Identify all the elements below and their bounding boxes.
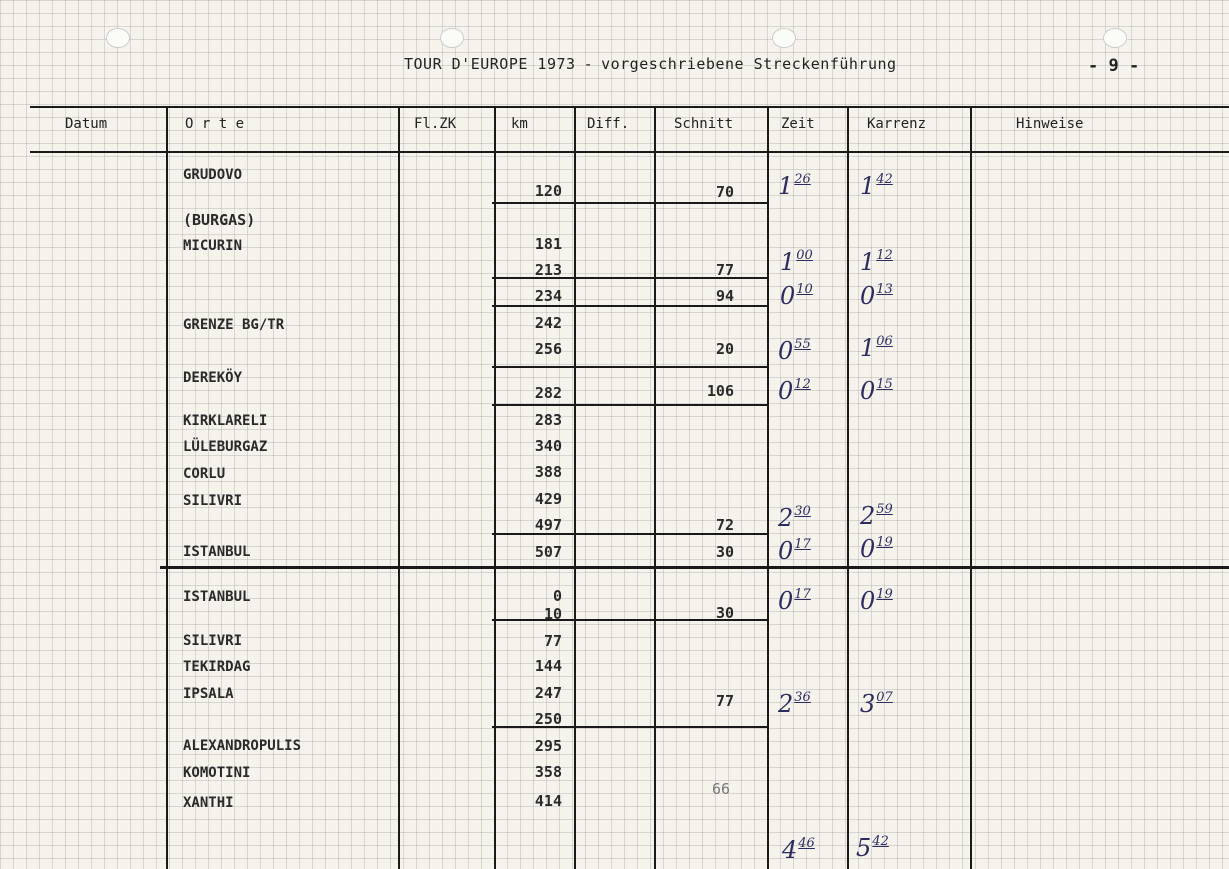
column-rule-datum [166, 106, 168, 869]
zeit-minutes: 30 [794, 504, 811, 519]
km-value: 414 [534, 792, 562, 810]
km-value: 295 [534, 737, 562, 755]
km-value: 144 [534, 657, 562, 675]
schnitt-value: 94 [715, 287, 734, 305]
zeit-handwritten [782, 836, 815, 864]
karrenz-handwritten [860, 502, 893, 530]
km-value: 242 [534, 314, 562, 332]
karrenz-minutes: 13 [876, 282, 893, 297]
zeit-hours: 0 [778, 377, 794, 405]
km-value: 120 [534, 182, 562, 200]
zeit-handwritten [778, 587, 811, 615]
karrenz-handwritten [860, 282, 893, 310]
karrenz-handwritten [860, 172, 893, 200]
km-value: 0 [552, 587, 562, 605]
schnitt-value: 72 [715, 516, 734, 534]
place-name: SILIVRI [183, 633, 243, 649]
karrenz-hours: 2 [860, 502, 876, 530]
zeit-handwritten [778, 537, 811, 565]
place-name: GRENZE BG/TR [183, 317, 285, 333]
place-name: LÜLEBURGAZ [183, 439, 268, 455]
km-value: 181 [534, 235, 562, 253]
column-rule-schnitt [767, 106, 769, 869]
segment-rule [492, 366, 767, 368]
schnitt-value: 77 [715, 261, 734, 279]
section-divider-rule [160, 566, 1229, 569]
zeit-hours: 1 [780, 248, 796, 276]
column-rule-km [574, 106, 576, 869]
schnitt-value: 77 [715, 692, 734, 710]
zeit-minutes: 10 [796, 282, 813, 297]
zeit-handwritten [778, 377, 811, 405]
zeit-hours: 2 [778, 504, 794, 532]
km-value: 234 [534, 287, 562, 305]
zeit-minutes: 17 [794, 537, 811, 552]
km-value: 77 [543, 632, 562, 650]
km-value: 283 [534, 411, 562, 429]
punch-hole [1103, 28, 1127, 48]
schnitt-value: 106 [706, 382, 734, 400]
zeit-handwritten [778, 504, 811, 532]
zeit-minutes: 46 [798, 836, 815, 851]
zeit-minutes: 17 [794, 587, 811, 602]
place-name: KOMOTINI [183, 765, 251, 781]
zeit-handwritten [780, 282, 813, 310]
segment-rule [492, 202, 767, 204]
km-value: 247 [534, 684, 562, 702]
place-name: XANTHI [183, 795, 234, 811]
karrenz-minutes: 06 [876, 334, 893, 349]
karrenz-hours: 5 [856, 834, 872, 862]
km-value: 388 [534, 463, 562, 481]
place-name: MICURIN [183, 238, 243, 254]
zeit-minutes: 12 [794, 377, 811, 392]
karrenz-handwritten [860, 690, 893, 718]
zeit-hours: 1 [778, 172, 794, 200]
zeit-minutes: 26 [794, 172, 811, 187]
place-name: DEREKÖY [183, 370, 243, 386]
karrenz-minutes: 59 [876, 502, 893, 517]
zeit-hours: 0 [778, 587, 794, 615]
title-text: TOUR D'EUROPE 1973 [404, 55, 576, 73]
segment-rule [492, 305, 767, 307]
column-header-schnitt: Schnitt [674, 116, 734, 132]
karrenz-hours: 0 [860, 282, 876, 310]
km-value: 282 [534, 384, 562, 402]
karrenz-minutes: 07 [876, 690, 893, 705]
column-rule-diff [654, 106, 656, 869]
zeit-minutes: 00 [796, 248, 813, 263]
karrenz-minutes: 12 [876, 248, 893, 263]
km-value: 256 [534, 340, 562, 358]
karrenz-hours: 0 [860, 377, 876, 405]
column-header-hinweise: Hinweise [1016, 116, 1084, 132]
place-name: CORLU [183, 466, 226, 482]
km-value: 340 [534, 437, 562, 455]
karrenz-minutes: 42 [872, 834, 889, 849]
title-separator: - [583, 55, 594, 73]
place-name: ISTANBUL [183, 589, 251, 605]
place-name: IPSALA [183, 686, 234, 702]
place-name: SILIVRI [183, 493, 243, 509]
place-name: (BURGAS) [183, 211, 256, 229]
subtitle-text: vorgeschriebene Streckenführung [601, 55, 897, 73]
karrenz-handwritten [860, 587, 893, 615]
karrenz-handwritten [860, 334, 893, 362]
karrenz-minutes: 15 [876, 377, 893, 392]
karrenz-hours: 0 [860, 535, 876, 563]
header-top-rule [30, 106, 1229, 108]
karrenz-minutes: 19 [876, 535, 893, 550]
zeit-minutes: 55 [794, 337, 811, 352]
zeit-handwritten [780, 248, 813, 276]
column-rule-orte [398, 106, 400, 869]
column-header-km: km [511, 116, 528, 132]
zeit-hours: 0 [780, 282, 796, 310]
km-value: 429 [534, 490, 562, 508]
column-header-diff: Diff. [587, 116, 630, 132]
zeit-handwritten [778, 172, 811, 200]
column-header-zeit: Zeit [781, 116, 815, 132]
karrenz-minutes: 42 [876, 172, 893, 187]
place-name: GRUDOVO [183, 167, 243, 183]
km-value: 507 [534, 543, 562, 561]
zeit-minutes: 36 [794, 690, 811, 705]
column-header-karrenz: Karrenz [867, 116, 927, 132]
schnitt-value: 30 [715, 604, 734, 622]
page-number: - 9 - [1088, 56, 1140, 76]
place-name: ALEXANDROPULIS [183, 738, 302, 754]
karrenz-hours: 1 [860, 172, 876, 200]
column-header-flzk: Fl.ZK [414, 116, 457, 132]
karrenz-hours: 0 [860, 587, 876, 615]
km-value: 213 [534, 261, 562, 279]
punch-hole [440, 28, 464, 48]
header-bottom-rule [30, 151, 1229, 153]
schnitt-value-pencil: 66 [711, 780, 730, 798]
place-name: TEKIRDAG [183, 659, 251, 675]
km-value: 497 [534, 516, 562, 534]
karrenz-hours: 3 [860, 690, 876, 718]
km-value: 358 [534, 763, 562, 781]
place-name: KIRKLARELI [183, 413, 268, 429]
column-header-datum: Datum [65, 116, 108, 132]
page-title [404, 55, 897, 73]
segment-rule [492, 404, 767, 406]
schnitt-value: 30 [715, 543, 734, 561]
place-name: ISTANBUL [183, 544, 251, 560]
zeit-handwritten [778, 690, 811, 718]
karrenz-handwritten [860, 377, 893, 405]
column-rule-karrenz [970, 106, 972, 869]
karrenz-hours: 1 [860, 248, 876, 276]
karrenz-handwritten [860, 535, 893, 563]
schnitt-value: 20 [715, 340, 734, 358]
km-value: 10 [543, 605, 562, 623]
column-rule-zeit [847, 106, 849, 869]
karrenz-minutes: 19 [876, 587, 893, 602]
karrenz-handwritten [860, 248, 893, 276]
zeit-hours: 0 [778, 337, 794, 365]
zeit-hours: 2 [778, 690, 794, 718]
punch-hole [772, 28, 796, 48]
zeit-handwritten [778, 337, 811, 365]
schnitt-value: 70 [715, 183, 734, 201]
column-rule-flzk [494, 106, 496, 869]
zeit-hours: 4 [782, 836, 798, 864]
punch-hole [106, 28, 130, 48]
karrenz-handwritten [856, 834, 889, 862]
karrenz-hours: 1 [860, 334, 876, 362]
km-value: 250 [534, 710, 562, 728]
column-header-orte: O r t e [185, 116, 245, 132]
zeit-hours: 0 [778, 537, 794, 565]
